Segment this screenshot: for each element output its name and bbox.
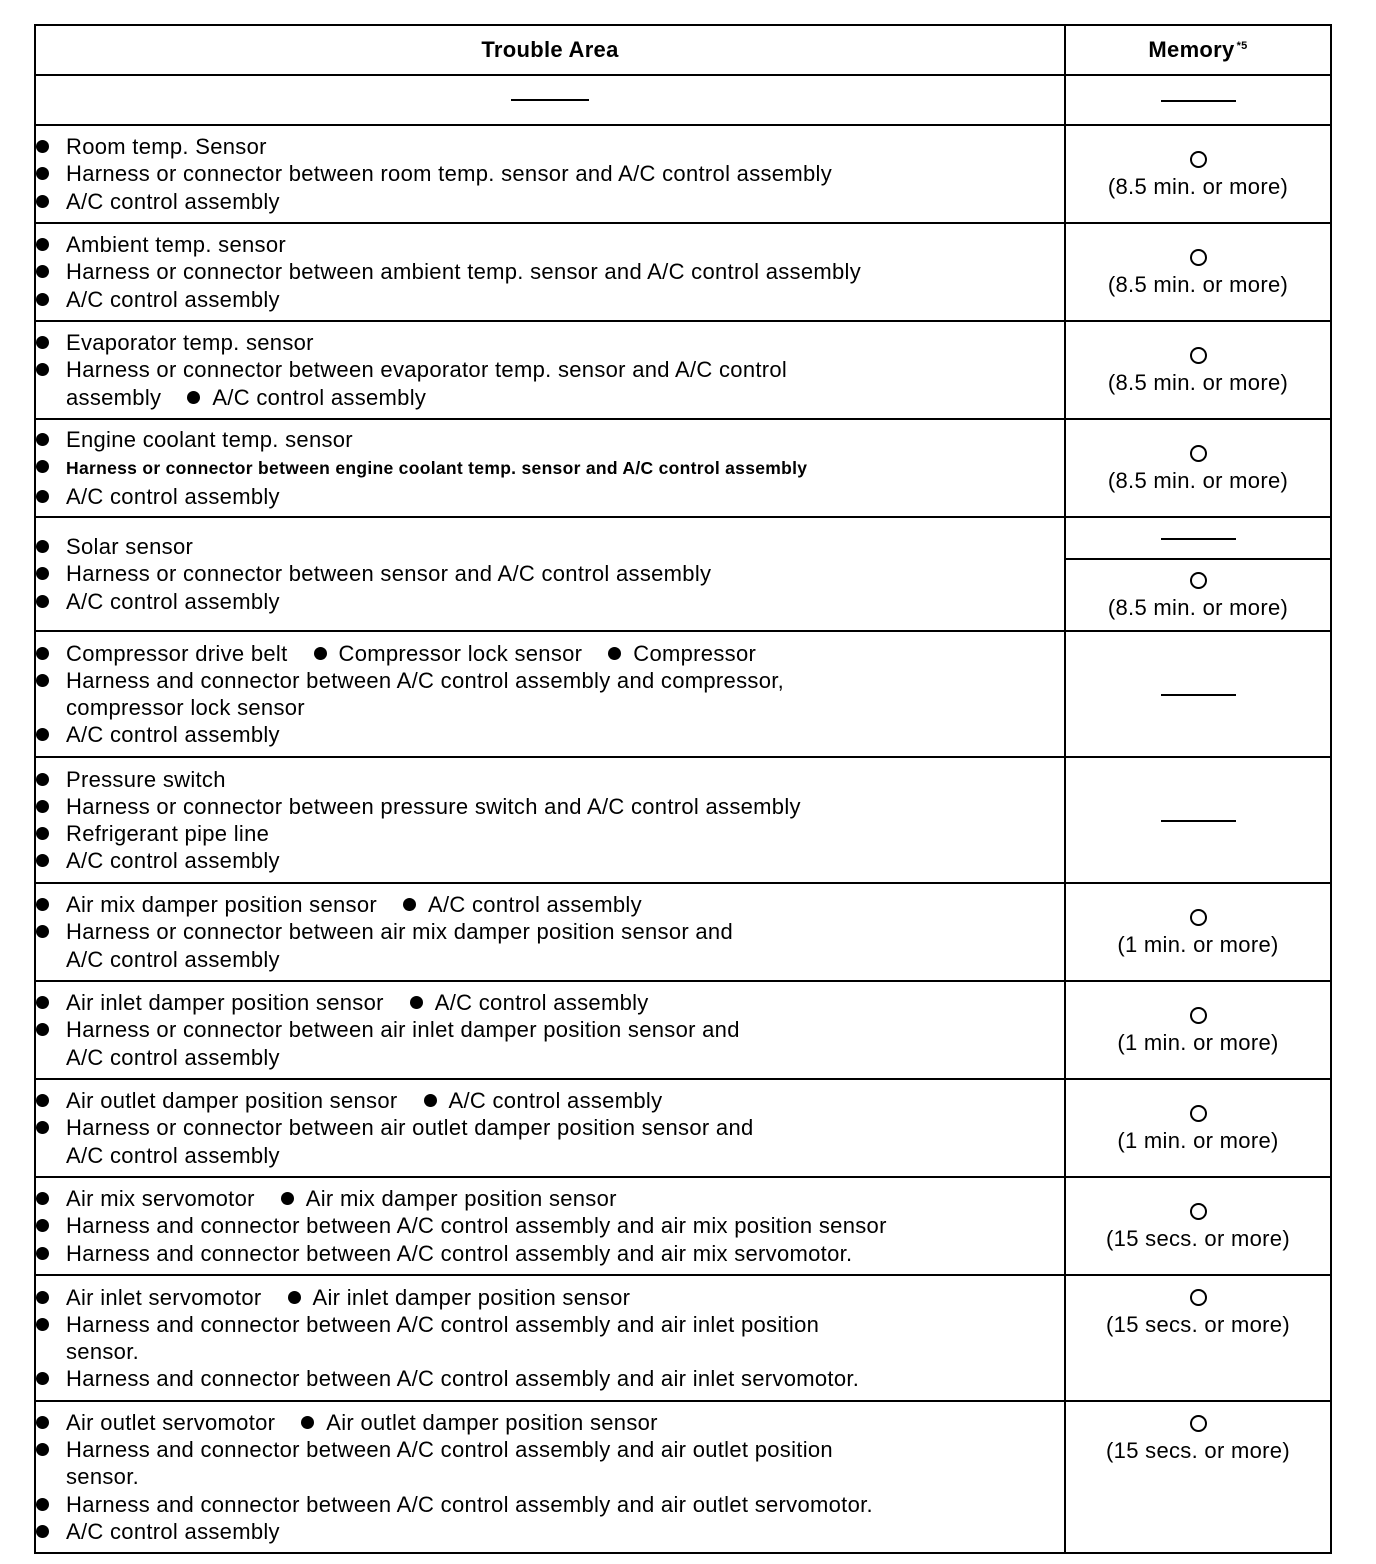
bullet-icon xyxy=(36,1311,66,1338)
list-item xyxy=(36,640,1064,667)
memory-cell xyxy=(1065,757,1331,883)
memory-cell xyxy=(1065,559,1331,631)
table-row xyxy=(35,1401,1331,1553)
bullet-icon xyxy=(36,188,66,215)
item-text: A/C control assembly xyxy=(66,588,280,614)
bullet-icon xyxy=(36,258,66,285)
header-row xyxy=(35,25,1331,75)
item-text: Air mix damper position sensor xyxy=(305,1186,617,1212)
bullet-icon xyxy=(36,483,66,510)
trouble-area-cell xyxy=(35,125,1065,223)
memory-circle-icon xyxy=(1190,909,1207,926)
trouble-area-cell xyxy=(35,1401,1065,1553)
list-item xyxy=(36,1409,1064,1436)
item-text: compressor lock sensor xyxy=(66,695,305,720)
item-text: Air inlet damper position sensor xyxy=(312,1284,631,1310)
bullet-icon xyxy=(36,231,66,258)
item-text: Compressor drive belt xyxy=(66,640,288,666)
bullet-icon xyxy=(301,1416,314,1429)
bullet-icon xyxy=(36,1240,66,1267)
bullet-icon xyxy=(288,1291,301,1304)
item-text: Solar sensor xyxy=(66,534,194,560)
memory-duration: (8.5 min. or more) xyxy=(1107,174,1289,199)
memory-circle-icon xyxy=(1190,1415,1207,1432)
list-item xyxy=(36,188,1064,215)
list-item xyxy=(36,667,1064,694)
list-item xyxy=(36,1338,1064,1365)
list-item xyxy=(36,793,1064,820)
item-text: Harness and connector between A/C control assembly and air inlet servomotor. xyxy=(66,1366,860,1392)
item-text: Air outlet damper position sensor xyxy=(66,1088,398,1114)
bullet-icon xyxy=(36,1409,66,1436)
item-text: A/C control assembly xyxy=(66,1142,280,1168)
list-item xyxy=(36,258,1064,285)
bullet-icon xyxy=(36,667,66,694)
item-text: Harness and connector between A/C control assembly and air outlet servomotor. xyxy=(66,1491,873,1517)
bullet-icon xyxy=(36,1212,66,1239)
item-text: Harness or connector between evaporator temp. sensor and A/C control xyxy=(66,357,788,383)
trouble-area-cell xyxy=(35,419,1065,517)
list-item xyxy=(36,1185,1064,1212)
item-text: Air outlet damper position sensor xyxy=(326,1409,658,1435)
bullet-icon xyxy=(36,453,66,480)
memory-cell xyxy=(1065,419,1331,517)
memory-cell xyxy=(1065,125,1331,223)
item-text: Harness or connector between air inlet damper position sensor and xyxy=(66,1017,740,1043)
item-text: A/C control assembly xyxy=(66,286,280,312)
item-text: Harness or connector between pressure switch and A/C control assembly xyxy=(66,793,801,819)
list-item xyxy=(36,721,1064,748)
bullet-icon xyxy=(36,989,66,1016)
dash-mark xyxy=(1161,538,1236,540)
list-item xyxy=(36,1114,1064,1141)
list-item xyxy=(36,694,1064,721)
list-item xyxy=(36,820,1064,847)
item-text: Air mix servomotor xyxy=(66,1186,255,1212)
item-text: A/C control assembly xyxy=(66,483,280,509)
memory-cell xyxy=(1065,631,1331,757)
dash-mark xyxy=(1161,100,1236,102)
list-item xyxy=(36,891,1064,918)
bullet-icon xyxy=(608,647,621,660)
list-item xyxy=(36,1365,1064,1392)
item-text: A/C control assembly xyxy=(66,946,280,972)
item-text: A/C control assembly xyxy=(66,1044,280,1070)
item-text: Harness and connector between A/C control assembly and air mix servomotor. xyxy=(66,1240,853,1266)
bullet-icon xyxy=(36,1016,66,1043)
item-text: Harness and connector between A/C control assembly and air inlet position xyxy=(66,1311,820,1337)
trouble-area-cell xyxy=(35,223,1065,321)
trouble-area-cell xyxy=(35,1275,1065,1401)
trouble-area-table-sheet xyxy=(34,24,1330,1552)
memory-footnote-mark: *5 xyxy=(1236,39,1248,52)
memory-circle-icon xyxy=(1190,1007,1207,1024)
bullet-icon xyxy=(410,996,423,1009)
item-text: A/C control assembly xyxy=(428,892,642,918)
list-item xyxy=(36,1016,1064,1043)
item-text: Refrigerant pipe line xyxy=(66,821,270,846)
bullet-icon xyxy=(36,356,66,383)
table-row xyxy=(35,517,1331,559)
trouble-area-cell xyxy=(35,631,1065,757)
bullet-icon xyxy=(36,133,66,160)
list-item xyxy=(36,1311,1064,1338)
bullet-icon xyxy=(36,1365,66,1392)
list-item xyxy=(36,160,1064,187)
dash-mark xyxy=(511,99,589,101)
item-text: Air inlet servomotor xyxy=(66,1284,262,1310)
trouble-area-table xyxy=(34,24,1332,1554)
item-text: Harness or connector between sensor and A/C control assembly xyxy=(66,561,712,587)
table-row xyxy=(35,631,1331,757)
list-item xyxy=(36,847,1064,874)
trouble-area-cell xyxy=(35,883,1065,981)
list-item xyxy=(36,453,1064,482)
bullet-icon xyxy=(36,793,66,820)
memory-circle-icon xyxy=(1190,249,1207,266)
memory-cell xyxy=(1065,1275,1331,1401)
memory-cell xyxy=(1065,1401,1331,1553)
memory-duration: (1 min. or more) xyxy=(1117,1128,1279,1153)
list-item xyxy=(36,286,1064,313)
item-text: Engine coolant temp. sensor xyxy=(66,427,353,453)
bullet-icon xyxy=(314,647,327,660)
memory-cell xyxy=(1065,321,1331,419)
memory-duration: (1 min. or more) xyxy=(1117,1030,1279,1055)
bullet-icon xyxy=(36,918,66,945)
memory-circle-icon xyxy=(1190,445,1207,462)
list-item xyxy=(36,533,1064,560)
dash-mark xyxy=(1161,694,1236,696)
memory-cell xyxy=(1065,1177,1331,1275)
memory-cell xyxy=(1065,75,1331,125)
bullet-icon xyxy=(403,898,416,911)
header-trouble-area xyxy=(35,25,1065,75)
header-memory xyxy=(1065,25,1331,75)
memory-duration: (8.5 min. or more) xyxy=(1107,370,1289,395)
bullet-icon xyxy=(36,533,66,560)
list-item xyxy=(36,1142,1064,1169)
item-text: A/C control assembly xyxy=(66,848,280,874)
bullet-icon xyxy=(36,286,66,313)
item-text: A/C control assembly xyxy=(66,1518,280,1544)
bullet-icon xyxy=(36,721,66,748)
trouble-area-cell xyxy=(35,757,1065,883)
list-item xyxy=(36,1463,1064,1490)
list-item xyxy=(36,329,1064,356)
item-text: sensor. xyxy=(66,1339,140,1364)
bullet-icon xyxy=(36,1436,66,1463)
list-item xyxy=(36,1491,1064,1518)
item-text: Evaporator temp. sensor xyxy=(66,330,314,356)
memory-cell xyxy=(1065,517,1331,559)
item-text: Harness and connector between A/C control assembly and compressor, xyxy=(66,667,785,693)
bullet-icon xyxy=(36,1114,66,1141)
list-item xyxy=(36,1518,1064,1545)
memory-circle-icon xyxy=(1190,572,1207,589)
trouble-area-cell xyxy=(35,981,1065,1079)
memory-circle-icon xyxy=(1190,151,1207,168)
memory-circle-icon xyxy=(1190,347,1207,364)
list-item xyxy=(36,588,1064,615)
table-row xyxy=(35,223,1331,321)
bullet-icon xyxy=(36,329,66,356)
item-text: Harness and connector between A/C control assembly and air mix position sensor xyxy=(66,1213,887,1239)
item-text: Harness and connector between A/C control assembly and air outlet position xyxy=(66,1437,833,1463)
item-text: Air mix damper position sensor xyxy=(66,892,378,918)
bullet-icon xyxy=(36,640,66,667)
list-item xyxy=(36,1087,1064,1114)
bullet-icon xyxy=(36,1491,66,1518)
memory-circle-icon xyxy=(1190,1203,1207,1220)
memory-circle-icon xyxy=(1190,1289,1207,1306)
list-item xyxy=(36,356,1064,383)
list-item xyxy=(36,918,1064,945)
trouble-area-cell xyxy=(35,517,1065,631)
memory-cell xyxy=(1065,883,1331,981)
table-row xyxy=(35,981,1331,1079)
list-item xyxy=(36,426,1064,453)
list-item xyxy=(36,231,1064,258)
header-memory-label: Memory xyxy=(1148,37,1235,62)
table-row xyxy=(35,75,1331,125)
memory-duration: (8.5 min. or more) xyxy=(1107,595,1289,620)
bullet-icon xyxy=(36,588,66,615)
bullet-icon xyxy=(36,1284,66,1311)
memory-duration: (8.5 min. or more) xyxy=(1107,272,1289,297)
memory-duration: (15 secs. or more) xyxy=(1106,1438,1290,1463)
bullet-icon xyxy=(36,560,66,587)
memory-cell xyxy=(1065,223,1331,321)
item-text: Ambient temp. sensor xyxy=(66,232,286,258)
list-item xyxy=(36,133,1064,160)
item-text: Harness or connector between room temp. sensor and A/C control assembly xyxy=(66,161,832,187)
bullet-icon xyxy=(36,1087,66,1114)
item-text: A/C control assembly xyxy=(212,384,427,410)
item-text: A/C control assembly xyxy=(448,1088,663,1114)
table-row xyxy=(35,125,1331,223)
list-item xyxy=(36,766,1064,793)
trouble-area-cell xyxy=(35,321,1065,419)
bullet-icon xyxy=(36,1185,66,1212)
table-row xyxy=(35,1177,1331,1275)
bullet-icon xyxy=(187,391,200,404)
bullet-icon xyxy=(36,1518,66,1545)
item-text: Pressure switch xyxy=(66,766,226,792)
memory-duration: (8.5 min. or more) xyxy=(1107,468,1289,493)
bullet-icon xyxy=(36,820,66,847)
memory-duration: (15 secs. or more) xyxy=(1106,1226,1290,1251)
table-row xyxy=(35,419,1331,517)
item-text: Compressor xyxy=(633,640,757,666)
memory-cell xyxy=(1065,1079,1331,1177)
table-row xyxy=(35,321,1331,419)
list-item xyxy=(36,1284,1064,1311)
item-text: A/C control assembly xyxy=(66,188,280,214)
memory-circle-icon xyxy=(1190,1105,1207,1122)
bullet-icon xyxy=(36,160,66,187)
item-text: Harness or connector between ambient temp. sensor and A/C control assembly xyxy=(66,259,862,285)
item-text: Harness or connector between air outlet damper position sensor and xyxy=(66,1115,754,1141)
memory-cell xyxy=(1065,981,1331,1079)
bullet-icon xyxy=(424,1094,437,1107)
item-text: Air outlet servomotor xyxy=(66,1409,276,1435)
table-row xyxy=(35,1275,1331,1401)
memory-duration: (1 min. or more) xyxy=(1117,932,1279,957)
bullet-icon xyxy=(36,766,66,793)
item-text: Air inlet damper position sensor xyxy=(66,990,384,1016)
memory-duration: (15 secs. or more) xyxy=(1106,1312,1290,1337)
item-text: Compressor lock sensor xyxy=(338,640,583,666)
list-item xyxy=(36,560,1064,587)
trouble-area-cell xyxy=(35,1177,1065,1275)
item-text: Harness or connector between air mix damper position sensor and xyxy=(66,919,734,945)
trouble-area-cell xyxy=(35,1079,1065,1177)
dash-mark xyxy=(1161,820,1236,822)
bullet-icon xyxy=(36,847,66,874)
list-item xyxy=(36,989,1064,1016)
item-text: assembly xyxy=(66,384,162,410)
item-text: A/C control assembly xyxy=(66,722,280,748)
table-row xyxy=(35,757,1331,883)
list-item xyxy=(36,946,1064,973)
table-row xyxy=(35,1079,1331,1177)
item-text: sensor. xyxy=(66,1464,140,1490)
table-row xyxy=(35,883,1331,981)
list-item xyxy=(36,1436,1064,1463)
bullet-icon xyxy=(281,1192,294,1205)
item-text: Room temp. Sensor xyxy=(66,134,267,160)
trouble-area-cell xyxy=(35,75,1065,125)
list-item xyxy=(36,483,1064,510)
list-item xyxy=(36,384,1064,411)
item-text: A/C control assembly xyxy=(434,990,649,1016)
list-item xyxy=(36,1240,1064,1267)
header-trouble-area-label: Trouble Area xyxy=(481,37,619,62)
list-item xyxy=(36,1212,1064,1239)
bullet-icon xyxy=(36,426,66,453)
bullet-icon xyxy=(36,891,66,918)
list-item xyxy=(36,1044,1064,1071)
item-text: Harness or connector between engine coolant temp. sensor and A/C control assembly xyxy=(66,458,808,479)
